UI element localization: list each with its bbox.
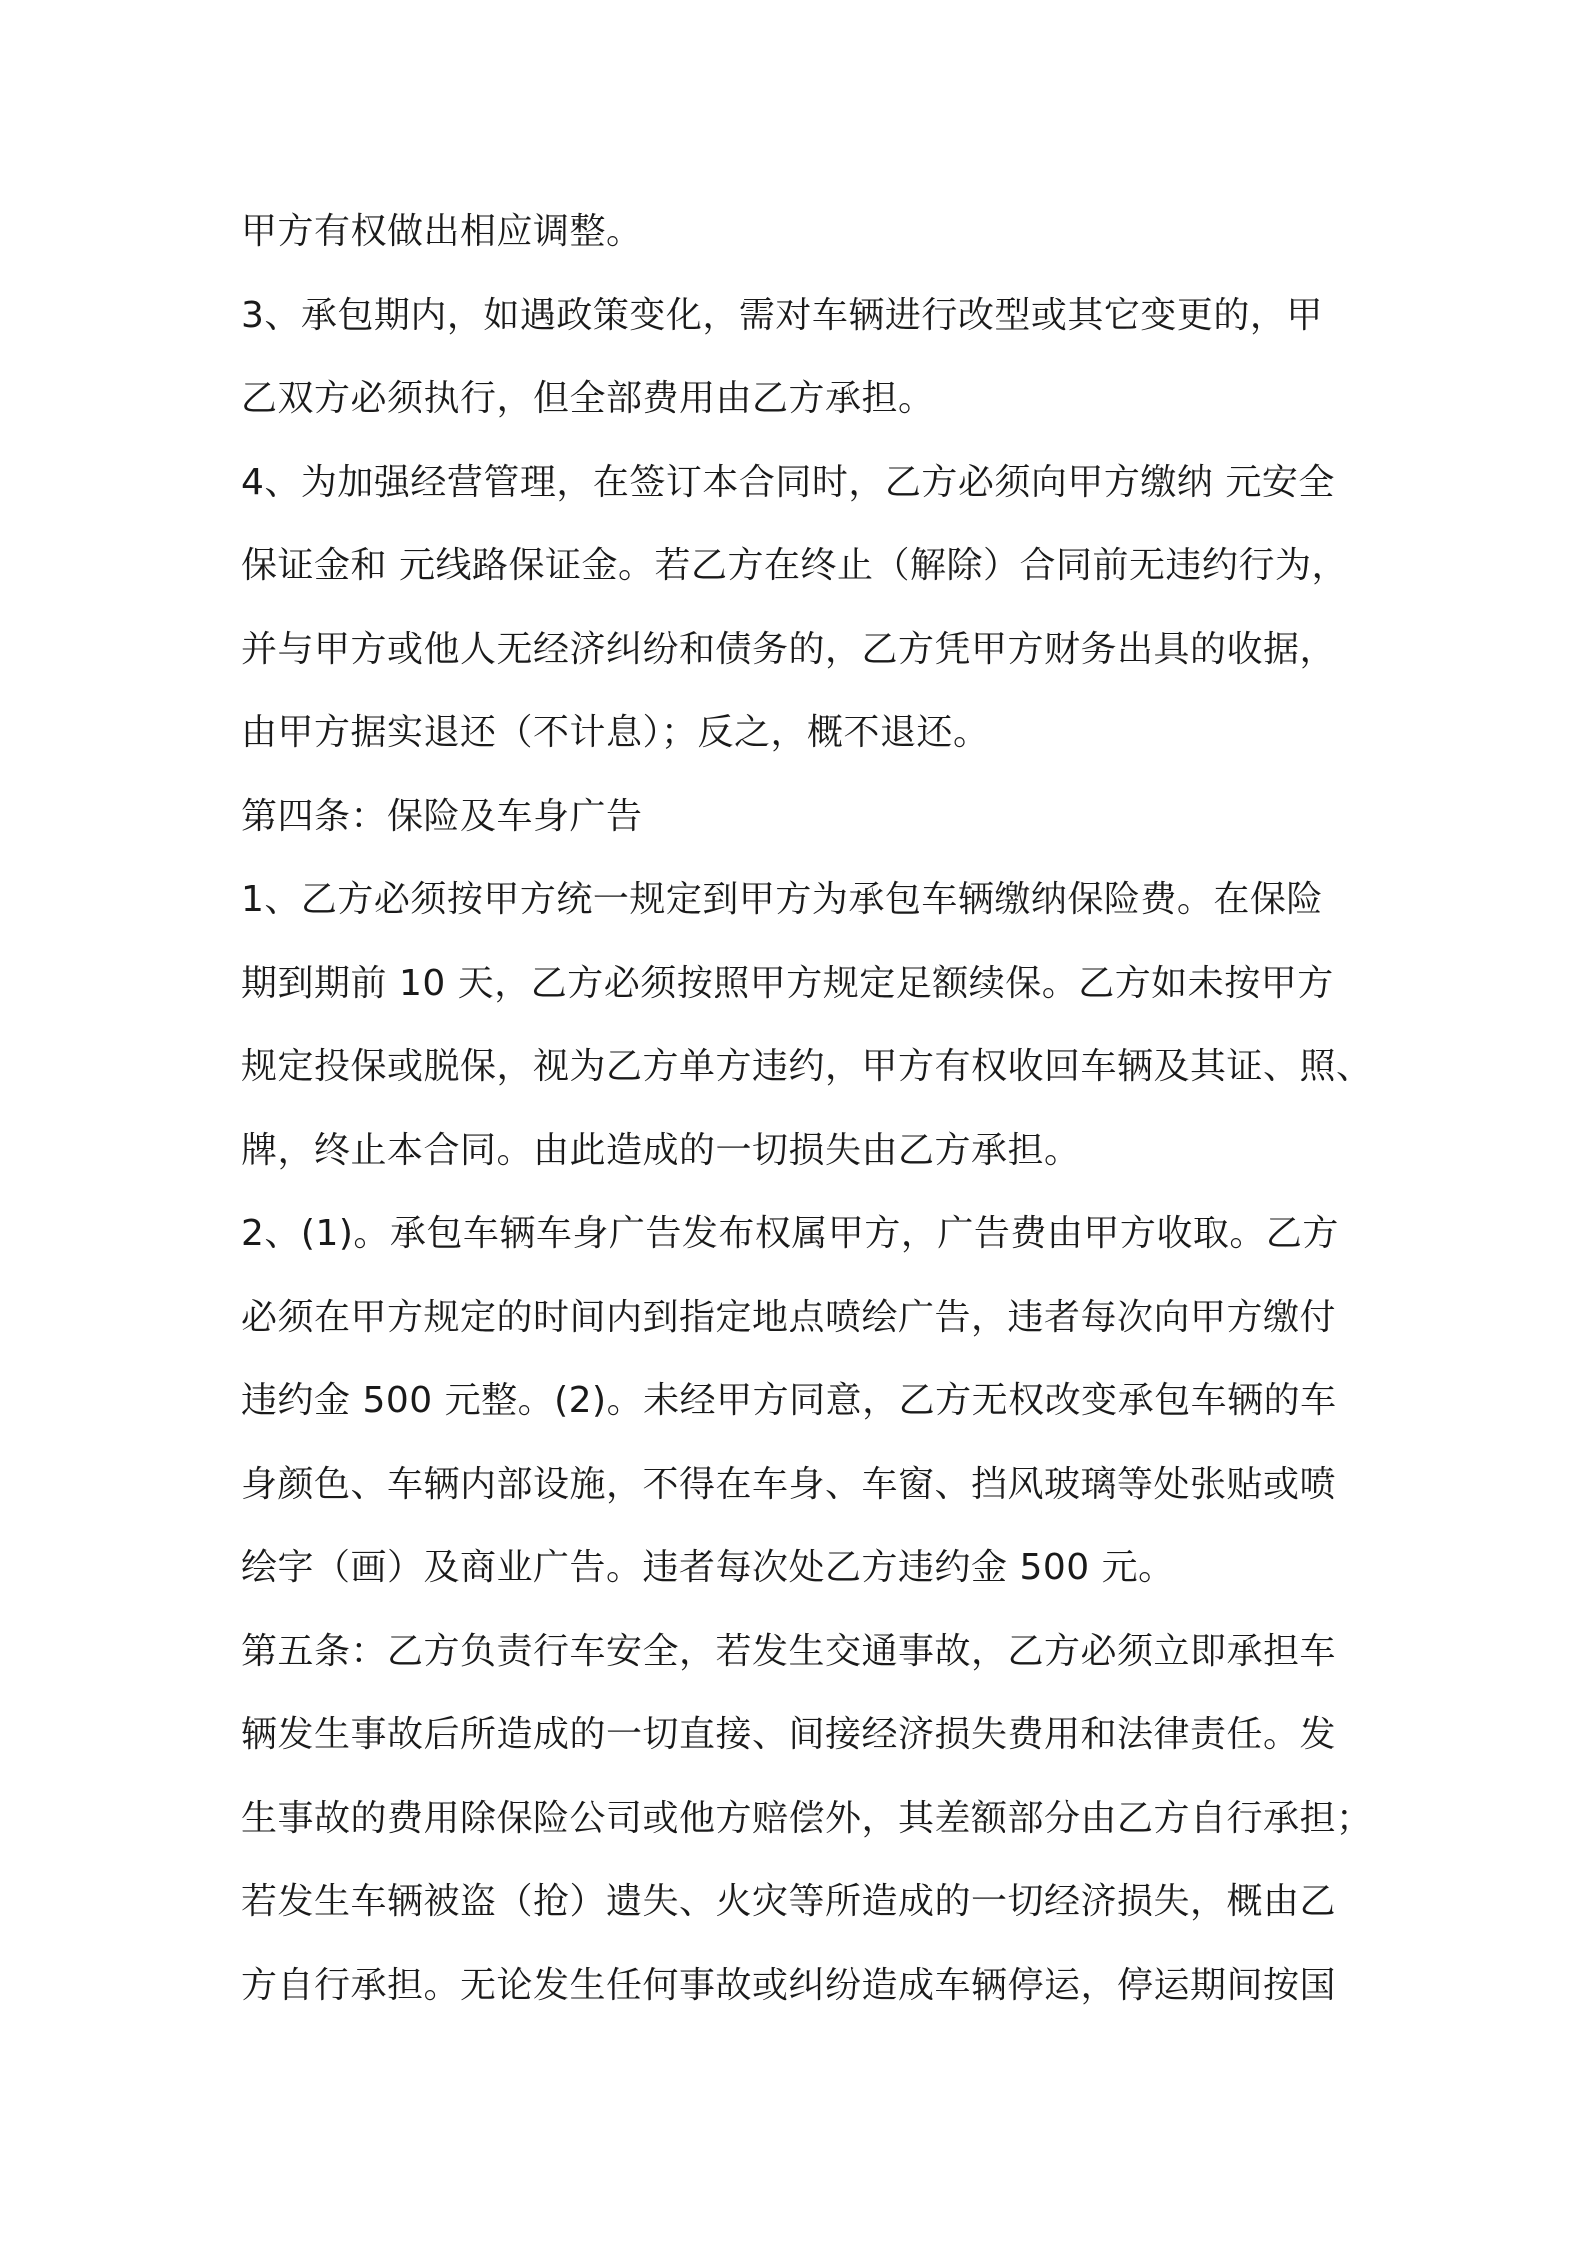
text-line: 方自行承担。无论发生任何事故或纠纷造成车辆停运，停运期间按国 (241, 1964, 1337, 2006)
text-line: 由甲方据实退还（不计息）；反之，概不退还。 (241, 712, 990, 753)
text-line: 辆发生事故后所造成的一切直接、间接经济损失费用和法律责任。发 (241, 1714, 1337, 1755)
text-line: 2、(1)。承包车辆车身广告发布权属甲方，广告费由甲方收取。乙方 (241, 1213, 1339, 1254)
text-line: 必须在甲方规定的时间内到指定地点喷绘广告，违者每次向甲方缴付 (241, 1296, 1337, 1338)
text-line: 期到期前 10 天，乙方必须按照甲方规定足额续保。乙方如未按甲方 (241, 962, 1334, 1004)
text-line: 违约金 500 元整。(2)。未经甲方同意，乙方无权改变承包车辆的车 (241, 1380, 1337, 1421)
document-body (241, 190, 1373, 2027)
section-heading: 第五条：乙方负责行车安全，若发生交通事故，乙方必须立即承担车 (241, 1630, 1337, 1672)
text-line: 若发生车辆被盗（抢）遗失、火灾等所造成的一切经济损失，概由乙 (241, 1881, 1337, 1922)
text-line: 规定投保或脱保，视为乙方单方违约，甲方有权收回车辆及其证、照、 (241, 1046, 1373, 1087)
text-line: 1、乙方必须按甲方统一规定到甲方为承包车辆缴纳保险费。在保险 (241, 879, 1323, 920)
text-line: 甲方有权做出相应调整。 (241, 211, 643, 252)
text-line: 身颜色、车辆内部设施，不得在车身、车窗、挡风玻璃等处张贴或喷 (241, 1463, 1337, 1505)
section-heading: 第四条：保险及车身广告 (241, 795, 643, 837)
text-line: 乙双方必须执行，但全部费用由乙方承担。 (241, 378, 935, 419)
text-line: 并与甲方或他人无经济纠纷和债务的，乙方凭甲方财务出具的收据， (241, 628, 1337, 670)
text-line: 3、承包期内，如遇政策变化，需对车辆进行改型或其它变更的，甲 (241, 294, 1323, 336)
text-line: 4、为加强经营管理，在签订本合同时，乙方必须向甲方缴纳 元安全 (241, 461, 1335, 503)
text-line: 生事故的费用除保险公司或他方赔偿外，其差额部分由乙方自行承担； (241, 1797, 1373, 1839)
text-line: 绘字（画）及商业广告。违者每次处乙方违约金 500 元。 (241, 1547, 1175, 1588)
text-line: 保证金和 元线路保证金。若乙方在终止（解除）合同前无违约行为， (241, 545, 1348, 586)
text-line: 牌，终止本合同。由此造成的一切损失由乙方承担。 (241, 1129, 1081, 1171)
